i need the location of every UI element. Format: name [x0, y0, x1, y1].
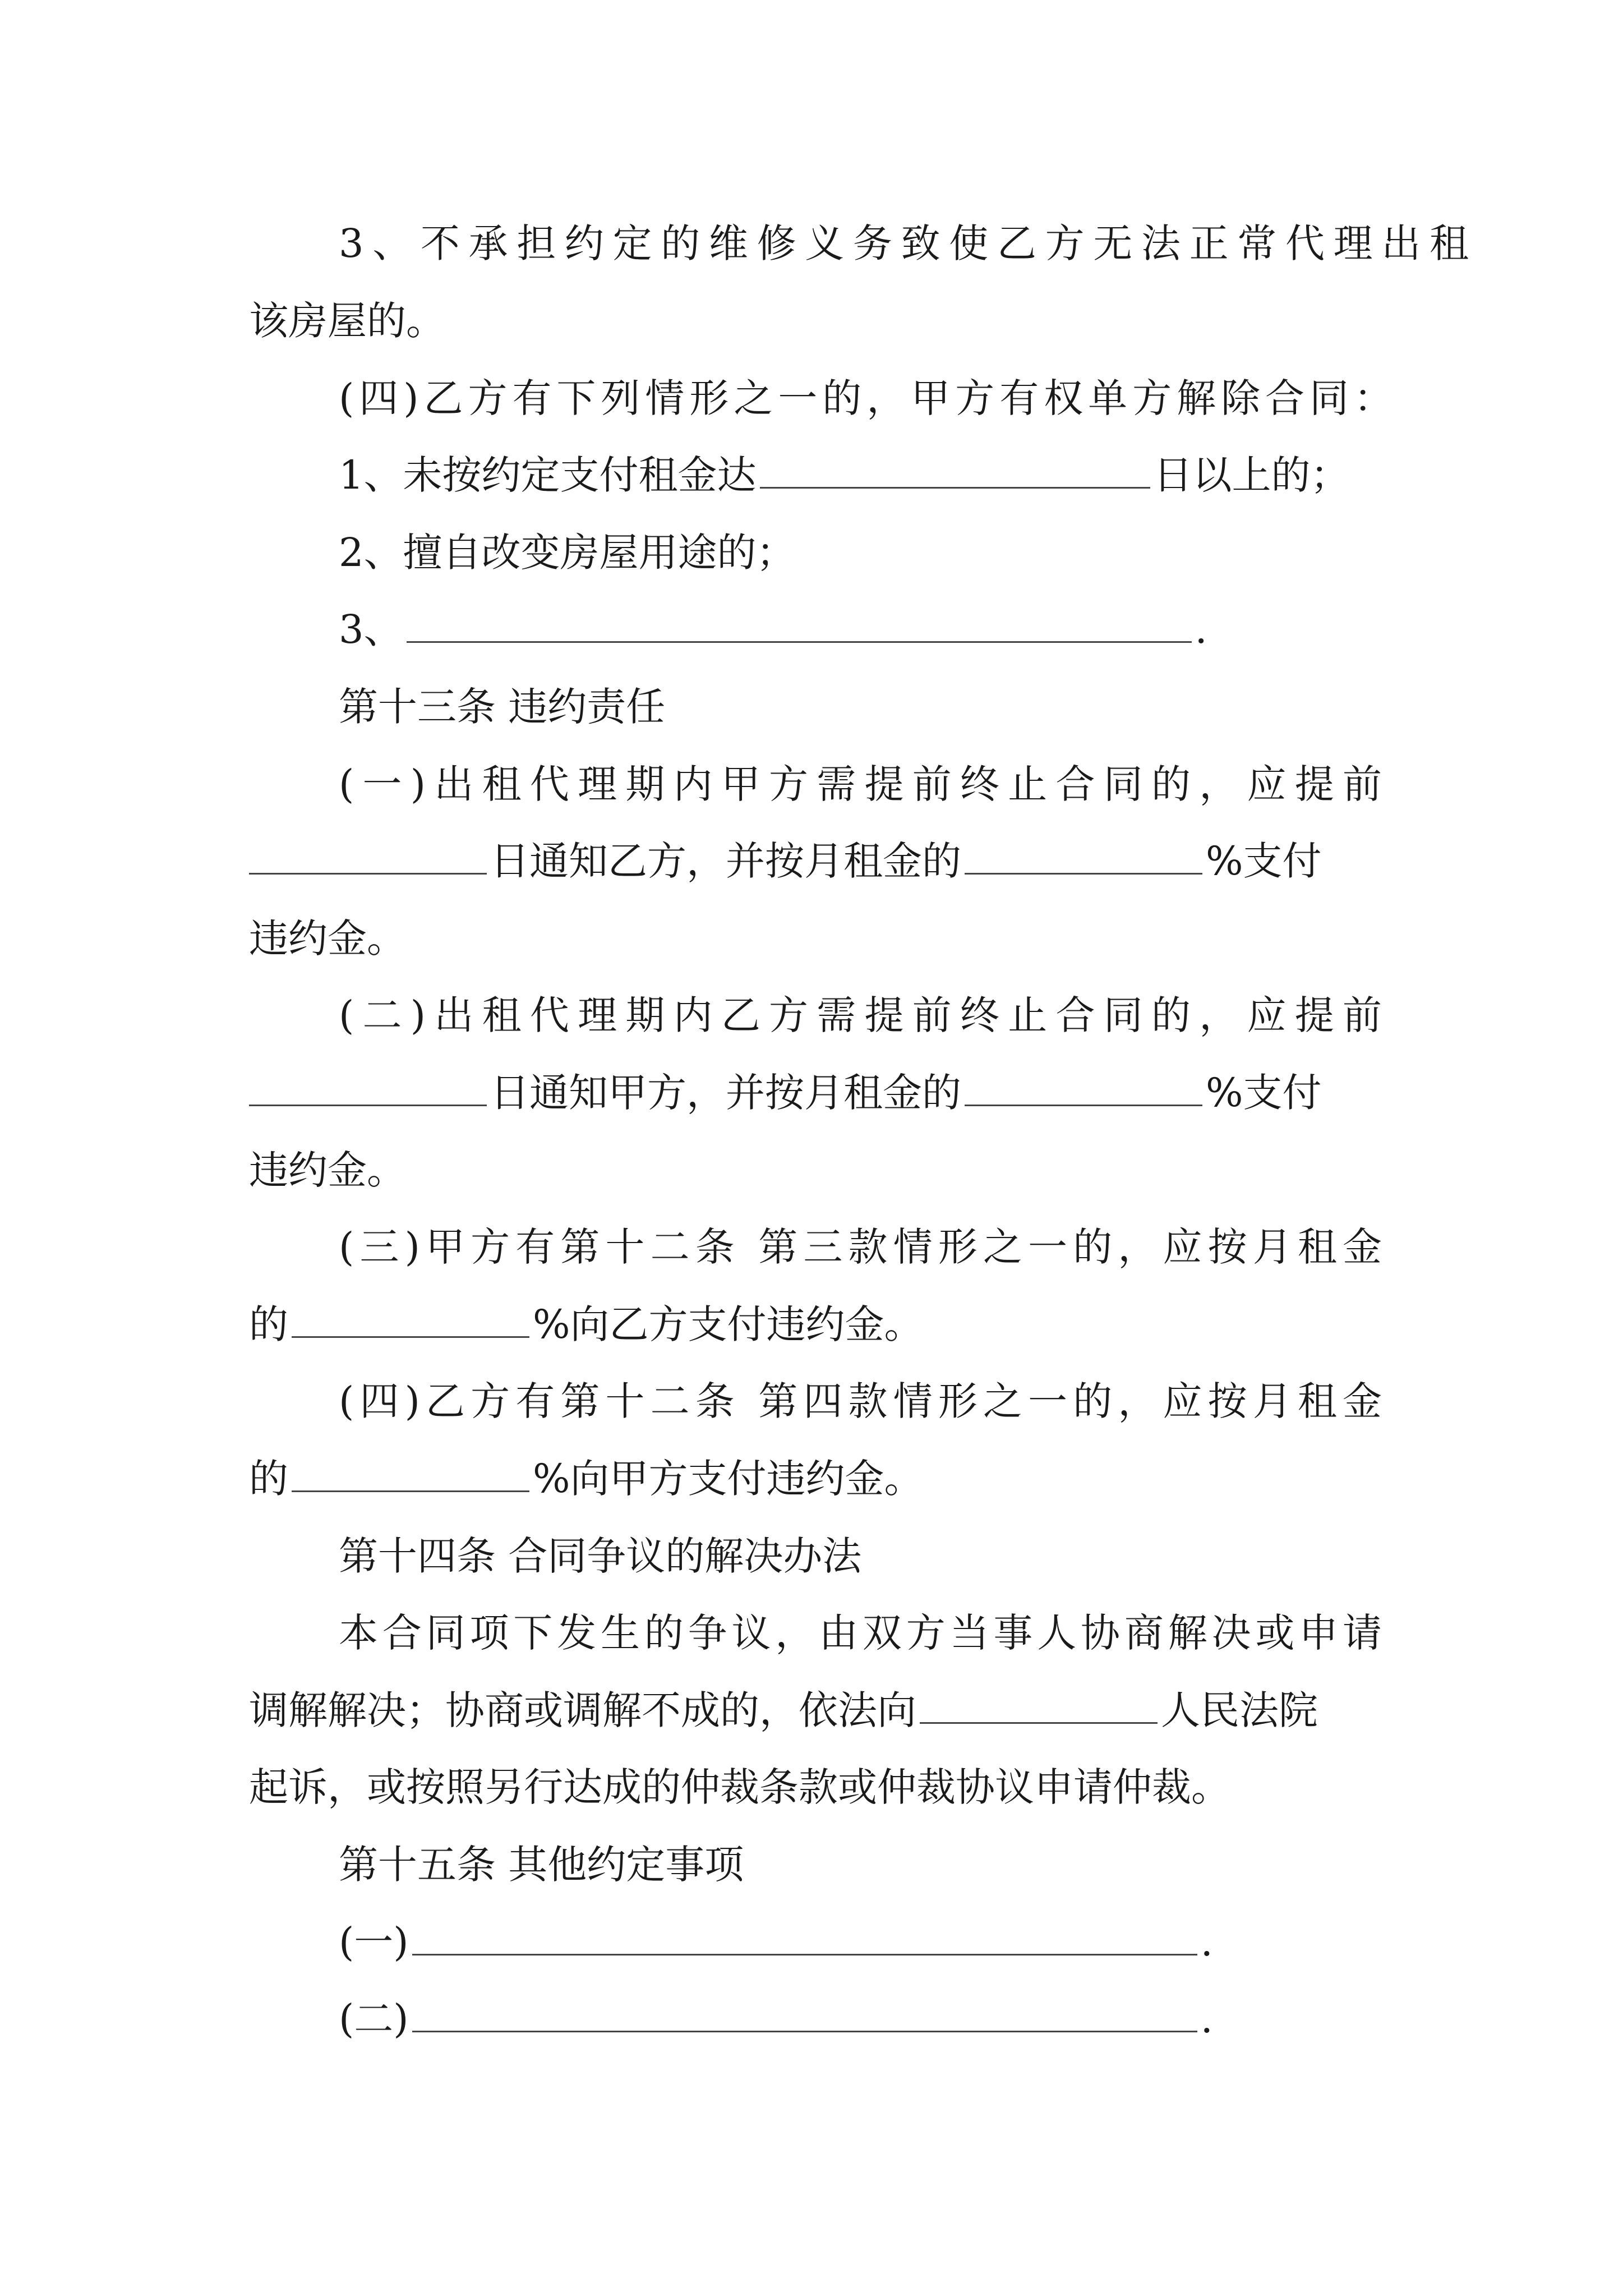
article-14-body: 本合同项下发生的争议，由双方当事人协商解决或申请 — [339, 1610, 1382, 1656]
clause-13-4: (四)乙方有第十二条 第四款情形之一的，应按月租金 — [339, 1378, 1382, 1424]
blank-days[interactable] — [760, 448, 1150, 489]
blank-item-3[interactable] — [407, 602, 1192, 643]
blank-court[interactable] — [920, 1683, 1158, 1724]
clause-13-2-end: 违约金。 — [249, 1147, 406, 1193]
clause-13-4-cont: 的 %向甲方支付违约金。 — [249, 1451, 1623, 1507]
clause-13-1: (一)出租代理期内甲方需提前终止合同的，应提前 — [339, 761, 1382, 807]
article-15-title: 第十五条 其他约定事项 — [339, 1842, 744, 1888]
blank-percent[interactable] — [292, 1297, 529, 1338]
blank-percent[interactable] — [292, 1451, 529, 1492]
article-14-title: 第十四条 合同争议的解决办法 — [339, 1533, 862, 1579]
article-15-item-2: (二) . — [339, 1991, 1623, 2047]
clause-13-1-cont: 日通知乙方，并按月租金的 %支付 — [249, 833, 1623, 889]
blank-notice-days[interactable] — [249, 834, 487, 875]
clause-13-3: (三)甲方有第十二条 第三款情形之一的，应按月租金 — [339, 1224, 1382, 1270]
article-14-body-cont: 调解解决；协商或调解不成的，依法向 人民法院 — [249, 1682, 1623, 1738]
clause-12-4-item-1: 1、未按约定支付租金达 日以上的； — [339, 447, 1623, 503]
article-13-title: 第十三条 违约责任 — [339, 684, 666, 730]
clause-12-4-item-2: 2、擅自改变房屋用途的； — [339, 530, 796, 576]
article-14-body-end: 起诉，或按照另行达成的仲裁条款或仲裁协议申请仲裁。 — [249, 1764, 1230, 1810]
blank-percent[interactable] — [965, 1065, 1202, 1106]
clause-12-4-heading: (四)乙方有下列情形之一的，甲方有权单方解除合同： — [339, 375, 1393, 421]
blank-notice-days[interactable] — [249, 1065, 487, 1106]
article-15-item-1: (一) . — [339, 1914, 1623, 1970]
blank-other-1[interactable] — [412, 1915, 1197, 1955]
clause-13-3-cont: 的 %向乙方支付违约金。 — [249, 1296, 1623, 1352]
clause-12-3-item-3-cont: 该房屋的。 — [249, 298, 445, 344]
clause-13-2-cont: 日通知甲方，并按月租金的 %支付 — [249, 1065, 1623, 1121]
clause-12-4-item-3: 3、 . — [339, 601, 1623, 657]
clause-13-2: (二)出租代理期内乙方需提前终止合同的，应提前 — [339, 992, 1382, 1038]
blank-other-2[interactable] — [412, 1991, 1197, 2032]
blank-percent[interactable] — [965, 834, 1202, 875]
clause-13-1-end: 违约金。 — [249, 915, 406, 961]
clause-12-3-item-3: 3、不承担约定的维修义务致使乙方无法正常代理出租 — [339, 220, 1469, 266]
